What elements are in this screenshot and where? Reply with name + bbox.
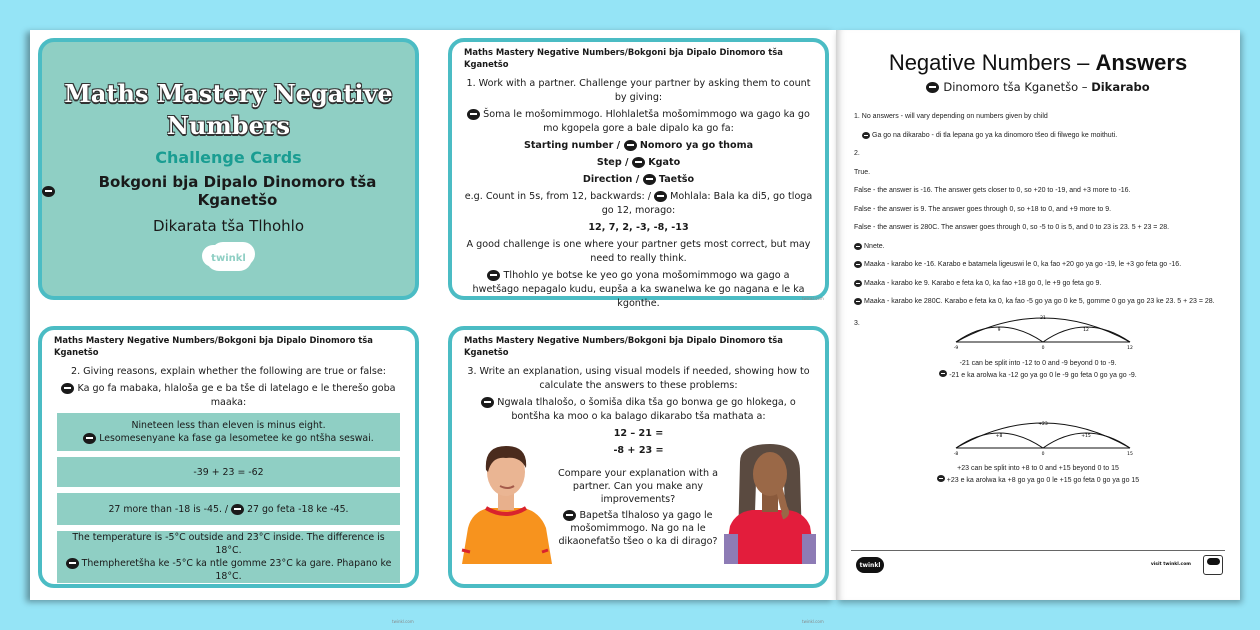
challenge-card-2 <box>38 326 419 588</box>
statement-text: The temperature is -5°C outside and 23°C inside. The difference is 18°C. <box>72 532 385 556</box>
card3-problem-1: 12 – 21 = <box>613 428 664 439</box>
answer-tr-text: Maaka - karabo ke -16. Karabo e batamela ligeuswi le 0, ka fao +20 go ya go -19, le +3 go feta go -16. <box>864 261 1182 268</box>
language-flag-icon <box>854 261 862 268</box>
card3-compare-tr-text: Bapetša tlhaloso ya gago le mošomimmogo. Na go na le dikaonefatšo tšeo o ka di dirago? <box>558 510 718 547</box>
card2-instruction: 2. Giving reasons, explain whether the following are true or false: <box>70 366 387 377</box>
twinkl-logo-icon: twinkl <box>206 245 252 271</box>
statement-4 <box>57 531 400 583</box>
cover-translated-subtitle: Dikarata tša Tlhohlo <box>152 217 305 235</box>
girl-sleeve-right <box>802 534 816 564</box>
card3-problem-2: -8 + 23 = <box>613 445 664 456</box>
answer-tr-text: Nnete. <box>864 242 885 250</box>
language-flag-icon <box>66 558 79 569</box>
twinkl-logo-icon: twinkl <box>856 557 884 573</box>
card1-note-tr-text: Tlhohlo ye botse ke yeo go yona mošomimmogo wa gago a hwetšago nepagalo kudu, eupša a ka swanelwa ke go nagana e le ka kgonthe. <box>472 270 805 309</box>
card2-instruction-tr <box>54 382 403 410</box>
language-flag-icon <box>563 510 576 521</box>
language-flag-icon <box>632 157 645 168</box>
language-flag-icon <box>643 174 656 185</box>
arc-label: +15 <box>1081 434 1091 439</box>
item-label: Direction / <box>582 174 643 185</box>
language-flag-icon <box>937 475 945 482</box>
card3-footer: twinkl.com <box>802 619 824 624</box>
answer-q3-label: 3. <box>854 320 860 327</box>
statement-tr-text: Thempheretšha ke -5°C ka ntle gomme 23°C ka gare. Phapano ke 18°C. <box>81 558 392 582</box>
card1-item-2 <box>464 156 813 170</box>
jump-arc-total <box>956 318 1130 342</box>
language-flag-icon <box>42 186 55 197</box>
language-flag-icon <box>61 383 74 394</box>
card1-item-1 <box>464 139 813 153</box>
cover-translated-title <box>42 173 415 209</box>
point-label: 0 <box>1041 452 1045 457</box>
statement-tr <box>83 432 374 445</box>
point-label: -8 <box>953 452 959 457</box>
answers-subtitle-light: Dinomoro tša Kganetšo – <box>943 80 1092 94</box>
statement-text: -39 + 23 = -62 <box>193 466 264 478</box>
card-header: Maths Mastery Negative Numbers/Bokgoni bja Dipalo Dinomoro tša Kganetšo <box>54 335 373 357</box>
item-label: Starting number / <box>523 140 624 151</box>
answer-q2-line: False - the answer is 9. The answer goes through 0, so +18 to 0, and +9 more to 9. <box>854 205 1112 213</box>
girl-illustration <box>722 442 818 564</box>
item-label-tr: Nomoro ya go thoma <box>639 140 754 151</box>
card1-item-3 <box>464 173 813 187</box>
answer-q2-line-tr <box>854 297 1222 307</box>
number-line-diagram-1 <box>948 308 1138 350</box>
example-text: e.g. Count in 5s, from 12, backwards: / <box>464 191 655 202</box>
answer-q2-line-tr <box>854 260 1222 270</box>
answers-title <box>836 50 1240 76</box>
arc-label: 21 <box>1040 316 1046 321</box>
card-header: Maths Mastery Negative Numbers/Bokgoni bja Dipalo Dinomoro tša Kganetšo <box>464 335 783 357</box>
arc-label: 12 <box>1083 328 1089 333</box>
caption-tr <box>836 369 1240 381</box>
language-flag-icon <box>467 109 480 120</box>
answer-q1-tr <box>854 131 1222 141</box>
point-label: 15 <box>1127 452 1133 457</box>
statement-1 <box>57 413 400 451</box>
cover-subtitle: Challenge Cards <box>155 148 302 167</box>
language-flag-icon <box>624 140 637 151</box>
card1-note: A good challenge is one where your partner gets most correct, but may need to really think. <box>466 239 811 264</box>
answers-subtitle-bold: Dikarabo <box>1091 80 1150 94</box>
card3-instruction: 3. Write an explanation, using visual models if needed, showing how to calculate the answers to these problems: <box>467 366 810 391</box>
caption-tr <box>836 474 1240 486</box>
answer-q2-line: True. <box>854 168 871 176</box>
statement-text: 27 more than -18 is -45. / <box>108 503 232 515</box>
caption-tr-text: +23 e ka arolwa ka +8 go ya go 0 le +15 go feta 0 go ya go 15 <box>946 477 1140 484</box>
card1-instruction-tr <box>464 108 813 136</box>
answers-body <box>836 112 1240 329</box>
language-flag-icon <box>862 132 870 139</box>
answers-subtitle <box>836 80 1240 94</box>
language-flag-icon <box>231 504 244 515</box>
language-flag-icon <box>854 298 862 305</box>
statement-3 <box>57 493 400 525</box>
item-label-tr: Kgato <box>648 157 681 168</box>
point-label: 0 <box>1041 346 1045 351</box>
boy-shirt <box>462 508 552 564</box>
language-flag-icon <box>926 82 939 93</box>
answer-q2-line-tr <box>854 279 1222 289</box>
arc-label: +23 <box>1038 422 1048 427</box>
statement-2 <box>57 457 400 487</box>
visit-link[interactable]: visit twinkl.com <box>1150 562 1191 567</box>
language-flag-icon <box>83 433 96 444</box>
language-flag-icon <box>487 270 500 281</box>
item-label: Step / <box>596 157 632 168</box>
girl-sleeve-left <box>724 534 738 564</box>
statement-tr-text: 27 go feta -18 ke -45. <box>247 503 349 515</box>
card-header: Maths Mastery Negative Numbers/Bokgoni bja Dipalo Dinomoro tša Kganetšo <box>464 47 783 69</box>
diagram-1-caption <box>836 359 1240 381</box>
boy-illustration <box>458 442 554 564</box>
challenge-cards-sheet <box>30 30 836 624</box>
caption-text: -21 can be split into -12 to 0 and -9 beyond 0 to -9. <box>959 360 1117 367</box>
item-label-tr: Taetšo <box>658 174 695 185</box>
card2-instruction-tr-text: Ka go fa mabaka, hlaloša ge e ba tše di latelago e le therešo goba maaka: <box>77 383 396 408</box>
statement-tr <box>63 557 394 583</box>
card1-instruction: 1. Work with a partner. Challenge your partner by asking them to count by giving: <box>466 78 811 103</box>
answers-title-bold: Answers <box>1095 50 1188 75</box>
answer-tr-text: Maaka - karabo ke 9. Karabo e feta ka 0, ka fao +18 go 0, le +9 go feta go 9. <box>864 279 1102 287</box>
statement-tr-text: Lesomesenyane ka fase ga lesometee ke go ntšha seswai. <box>99 433 374 444</box>
cover-translated-title-text: Bokgoni bja Dipalo Dinomoro tša Kganetšo <box>98 173 377 209</box>
answer-q2-line: False - the answer is 280C. The answer goes through 0, so -5 to 0 is 5, and 0 to 23 is 23. 5 + 23 = 28. <box>854 224 1170 231</box>
answer-q2-label: 2. <box>854 150 860 157</box>
answer-q2-line: False - the answer is -16. The answer gets closer to 0, so +20 to -19, and +3 more to -16. <box>854 187 1131 194</box>
language-flag-icon <box>939 370 947 377</box>
caption-text: +23 can be split into +8 to 0 and +15 beyond 0 to 15 <box>957 465 1119 472</box>
answer-q1-tr-text: Ga go na dikarabo - di tla lepana go ya ka dinomoro tšeo di filwego ke moithuti. <box>872 131 1118 139</box>
language-flag-icon <box>854 280 862 287</box>
arc-label: 9 <box>997 328 1001 333</box>
statement-text: Nineteen less than eleven is minus eight. <box>131 420 326 431</box>
arc-label: +8 <box>995 434 1003 439</box>
answer-tr-text: Maaka - karabo ke 280C. Karabo e feta ka 0, ka fao -5 go ya go 0 ke 5, gomme 0 go ya go 23 ke 23. 5 + 23 = 28. <box>864 298 1215 305</box>
card1-note-tr <box>464 269 813 311</box>
answer-q2-line-tr <box>854 242 1222 252</box>
card3-instruction-tr-text: Ngwala tlhalošo, o šomiša dika tša go bonwa ge go hlokega, o bontšha ka moo o ka balago dikarabo tša mathata a: <box>497 397 796 422</box>
statement-text-row <box>108 503 348 516</box>
point-label: -9 <box>953 346 959 351</box>
language-flag-icon <box>481 397 494 408</box>
cover-card <box>38 38 419 300</box>
caption-tr-text: -21 e ka arolwa ka -12 go ya go 0 le -9 go feta 0 go ya go -9. <box>949 372 1137 379</box>
language-flag-icon <box>854 243 862 250</box>
card1-footer: twinkl.com <box>802 296 824 301</box>
answers-footer <box>851 550 1225 569</box>
card1-example <box>464 190 813 218</box>
challenge-card-1 <box>448 38 829 309</box>
number-line-diagram-2 <box>948 412 1138 456</box>
example-text-tr: Mohlala: Bala ka di5, go tloga go 12, morago: <box>601 191 813 216</box>
cover-title: Maths Mastery Negative Numbers <box>64 79 393 140</box>
card3-compare: Compare your explanation with a partner. Can you make any improvements? <box>558 468 718 505</box>
language-flag-icon <box>654 191 667 202</box>
challenge-card-3 <box>448 326 829 588</box>
point-label: 12 <box>1127 346 1133 351</box>
quality-badge-icon <box>1203 555 1223 575</box>
diagram-2-caption <box>836 464 1240 486</box>
card3-compare-block <box>554 464 722 551</box>
card3-compare-tr <box>554 509 722 548</box>
card3-instruction-tr <box>464 396 813 424</box>
answer-q1: 1. No answers - will vary depending on numbers given by child <box>854 113 1048 120</box>
answers-title-light: Negative Numbers – <box>888 50 1096 75</box>
card1-instruction-tr-text: Šoma le mošomimmogo. Hlohlaletša mošomimmogo wa gago ka go mo kgopela gore a bale dipalo ka go fa: <box>483 109 810 134</box>
card1-sequence: 12, 7, 2, -3, -8, -13 <box>588 222 689 233</box>
card2-footer: twinkl.com <box>392 619 414 624</box>
answers-sheet <box>836 30 1240 600</box>
